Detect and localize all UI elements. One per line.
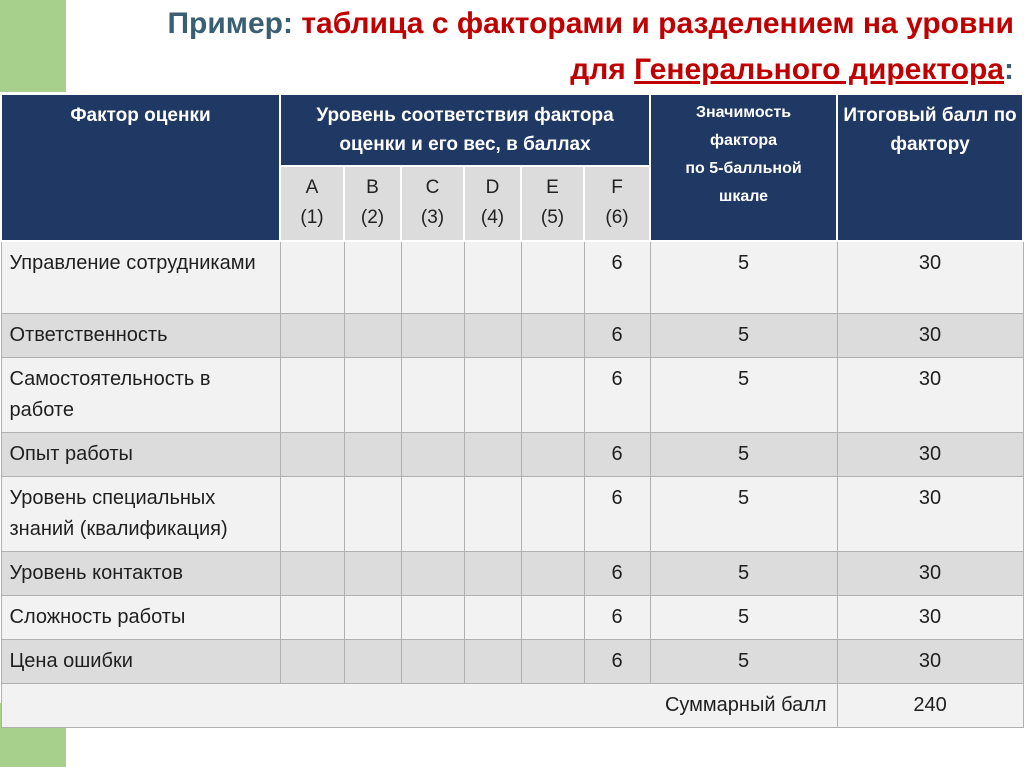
level-f-value: 6 — [584, 476, 650, 551]
weight-value: 5 — [650, 476, 837, 551]
level-b-header — [344, 166, 401, 241]
title-position: Генерального директора — [634, 53, 1004, 86]
header-weight-line-3: по 5-балльной — [685, 160, 802, 177]
level-cell — [401, 551, 464, 595]
header-total: Итоговый балл по фактору — [837, 94, 1023, 241]
level-cell — [280, 595, 344, 639]
total-value: 30 — [837, 476, 1023, 551]
header-level: Уровень соответствия фактора оценки и его вес, в баллах — [280, 94, 650, 166]
factor-name: Сложность работы — [1, 595, 280, 639]
level-cell — [401, 595, 464, 639]
table-row — [1, 551, 1023, 595]
level-cell — [280, 357, 344, 432]
level-cell — [401, 313, 464, 357]
level-cell — [464, 357, 521, 432]
level-cell — [521, 595, 584, 639]
title-main: таблица с факторами и разделением на уровни — [301, 7, 1014, 40]
weight-value: 5 — [650, 595, 837, 639]
table-row — [1, 595, 1023, 639]
level-letter: B — [366, 177, 379, 198]
level-f-header — [584, 166, 650, 241]
level-cell — [344, 595, 401, 639]
level-cell — [280, 313, 344, 357]
level-f-value: 6 — [584, 357, 650, 432]
level-cell — [521, 357, 584, 432]
header-weight-line-1: Значимость — [695, 104, 792, 121]
level-cell — [401, 476, 464, 551]
level-cell — [344, 639, 401, 683]
level-points: (6) — [605, 207, 629, 228]
total-value: 30 — [837, 639, 1023, 683]
weight-value: 5 — [650, 639, 837, 683]
summary-value: 240 — [837, 683, 1023, 727]
level-cell — [464, 432, 521, 476]
total-value: 30 — [837, 432, 1023, 476]
summary-row — [1, 683, 1023, 727]
level-cell — [521, 551, 584, 595]
factor-name: Ответственность — [1, 313, 280, 357]
total-value: 30 — [837, 357, 1023, 432]
level-cell — [464, 313, 521, 357]
level-cell — [464, 595, 521, 639]
level-points: (2) — [360, 207, 385, 228]
header-factor: Фактор оценки — [1, 94, 280, 241]
table-row — [1, 313, 1023, 357]
level-f-value: 6 — [584, 639, 650, 683]
level-f-value: 6 — [584, 241, 650, 313]
level-cell — [344, 241, 401, 313]
factor-name: Опыт работы — [1, 432, 280, 476]
level-letter: C — [425, 177, 440, 198]
factor-name: Управление сотрудниками — [1, 241, 280, 313]
weight-value: 5 — [650, 241, 837, 313]
level-f-value: 6 — [584, 595, 650, 639]
weight-value: 5 — [650, 357, 837, 432]
level-c-header — [401, 166, 464, 241]
level-f-value: 6 — [584, 551, 650, 595]
level-cell — [464, 551, 521, 595]
total-value: 30 — [837, 313, 1023, 357]
level-cell — [280, 241, 344, 313]
title-colon: : — [1004, 53, 1014, 86]
total-value: 30 — [837, 241, 1023, 313]
level-cell — [521, 476, 584, 551]
factor-name: Уровень контактов — [1, 551, 280, 595]
level-cell — [344, 313, 401, 357]
level-cell — [344, 432, 401, 476]
level-points: (4) — [480, 207, 505, 228]
factor-name: Цена ошибки — [1, 639, 280, 683]
level-cell — [464, 241, 521, 313]
header-weight-line-2: фактора — [710, 132, 778, 149]
factor-name: Самостоятельность в работе — [1, 357, 280, 432]
level-a-header — [280, 166, 344, 241]
table-row — [1, 241, 1023, 313]
table-row — [1, 432, 1023, 476]
total-value: 30 — [837, 551, 1023, 595]
weight-value: 5 — [650, 551, 837, 595]
level-cell — [521, 432, 584, 476]
level-cell — [280, 432, 344, 476]
level-cell — [344, 551, 401, 595]
level-f-value: 6 — [584, 313, 650, 357]
level-e-header — [521, 166, 584, 241]
level-points: (3) — [420, 207, 445, 228]
level-cell — [344, 357, 401, 432]
level-cell — [280, 551, 344, 595]
title-for: для — [570, 53, 635, 86]
summary-label: Суммарный балл — [1, 683, 837, 727]
level-letter: A — [305, 177, 319, 198]
level-cell — [401, 639, 464, 683]
level-cell — [464, 476, 521, 551]
factor-name: Уровень специальных знаний (квалификация) — [1, 476, 280, 551]
level-cell — [521, 241, 584, 313]
level-letter: F — [611, 177, 623, 198]
level-cell — [401, 357, 464, 432]
level-cell — [521, 639, 584, 683]
level-cell — [401, 432, 464, 476]
level-cell — [280, 639, 344, 683]
level-f-value: 6 — [584, 432, 650, 476]
weight-value: 5 — [650, 313, 837, 357]
table-row — [1, 476, 1023, 551]
level-cell — [521, 313, 584, 357]
header-weight-line-4: шкале — [718, 188, 769, 205]
level-letter: D — [485, 177, 500, 198]
table-row — [1, 639, 1023, 683]
level-cell — [344, 476, 401, 551]
level-cell — [401, 241, 464, 313]
slide-title-line-1 — [0, 4, 1014, 44]
level-letter: E — [546, 177, 559, 198]
slide-title-line-2 — [0, 50, 1014, 90]
level-d-header — [464, 166, 521, 241]
title-prefix: Пример: — [167, 7, 302, 40]
level-points: (5) — [540, 207, 565, 228]
factors-table — [0, 93, 1024, 728]
total-value: 30 — [837, 595, 1023, 639]
level-cell — [464, 639, 521, 683]
level-cell — [280, 476, 344, 551]
table-row — [1, 357, 1023, 432]
level-points: (1) — [300, 207, 324, 228]
weight-value: 5 — [650, 432, 837, 476]
header-weight — [650, 94, 837, 241]
